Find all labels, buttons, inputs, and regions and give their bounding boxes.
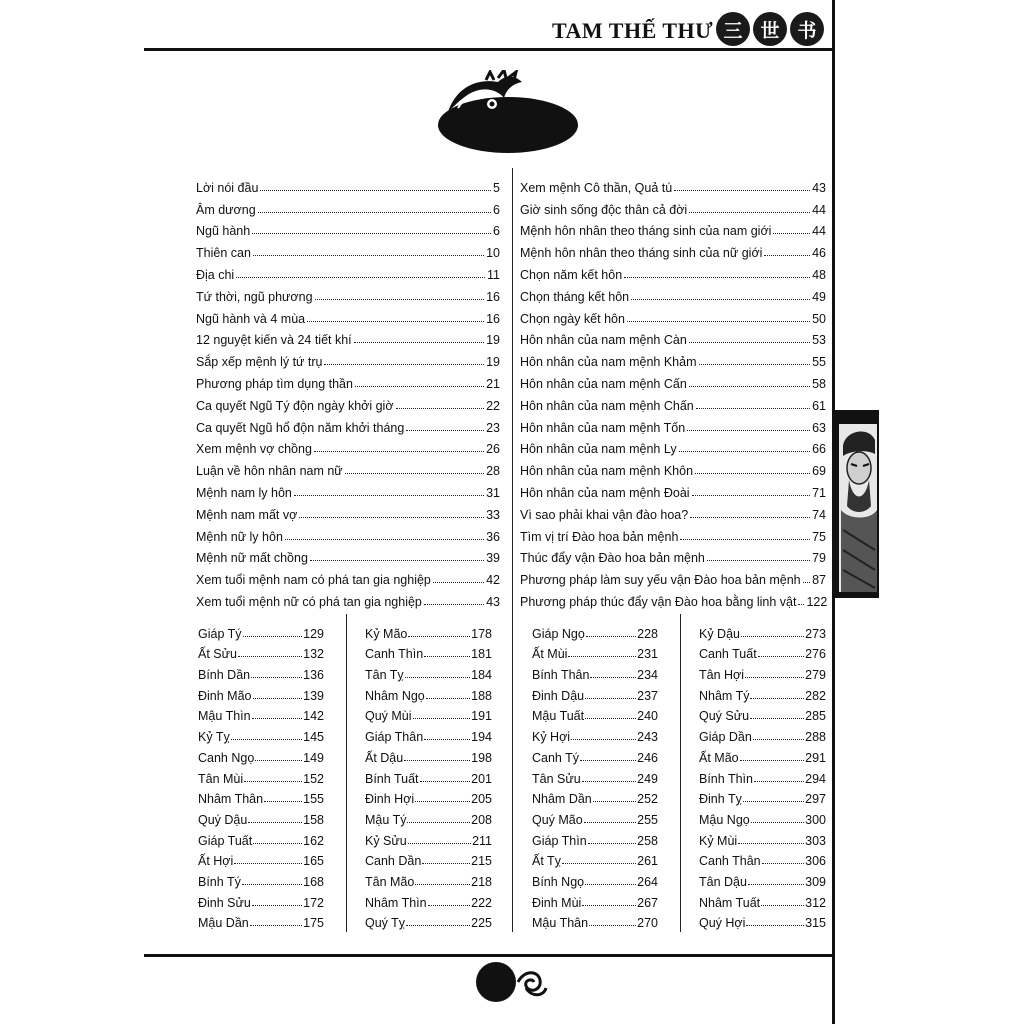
toc-entry[interactable]: Hôn nhân của nam mệnh Tốn 63: [520, 420, 826, 435]
index-column-divider: [512, 614, 513, 932]
index-entry[interactable]: Quý Dậu 158: [198, 812, 324, 827]
index-column-4: [699, 620, 826, 930]
toc-entry[interactable]: Giờ sinh sống độc thân cả đời 44: [520, 202, 826, 217]
index-entry[interactable]: Ất Hợi 165: [198, 854, 324, 869]
seal-character: 世: [753, 12, 787, 46]
index-entry[interactable]: Ất Mùi 231: [532, 647, 658, 662]
index-entry[interactable]: Quý Sửu 285: [699, 709, 826, 724]
toc-entry[interactable]: Tìm vị trí Đào hoa bản mệnh 75: [520, 529, 826, 544]
toc-entry[interactable]: Ngũ hành 6: [196, 224, 500, 239]
index-entry[interactable]: Canh Ngọ 149: [198, 750, 324, 765]
toc-entry[interactable]: Thúc đẩy vận Đào hoa bản mệnh 79: [520, 551, 826, 566]
toc-entry[interactable]: Tứ thời, ngũ phương 16: [196, 289, 500, 304]
toc-right-column: [520, 173, 826, 609]
index-column-1: [198, 620, 324, 930]
index-column-2: [365, 620, 492, 930]
index-entry[interactable]: Canh Tý 246: [532, 750, 658, 765]
side-portrait-tab: [835, 410, 879, 598]
toc-entry[interactable]: Hôn nhân của nam mệnh Khảm 55: [520, 355, 826, 370]
index-entry[interactable]: Bính Ngọ 264: [532, 874, 658, 889]
toc-entry[interactable]: Chọn ngày kết hôn 50: [520, 311, 826, 326]
seal-character: 书: [790, 12, 824, 46]
index-entry[interactable]: Mậu Dần 175: [198, 916, 324, 931]
index-entry[interactable]: Giáp Thìn 258: [532, 833, 658, 848]
index-entry[interactable]: Kỷ Tỵ 145: [198, 730, 324, 745]
index-entry[interactable]: Bính Thân 234: [532, 668, 658, 683]
index-entry[interactable]: Giáp Thân 194: [365, 730, 492, 745]
toc-entry[interactable]: Mệnh nữ ly hôn 36: [196, 529, 500, 544]
index-entry[interactable]: Bính Tuất 201: [365, 771, 492, 786]
decorative-emblem-icon: [436, 70, 582, 156]
toc-entry[interactable]: Luận về hôn nhân nam nữ 28: [196, 464, 500, 479]
index-entry[interactable]: Đinh Mùi 267: [532, 895, 658, 910]
index-entry[interactable]: Canh Thân 306: [699, 854, 826, 869]
toc-entry[interactable]: Thiên can 10: [196, 246, 500, 261]
index-entry[interactable]: Kỷ Sửu 211: [365, 833, 492, 848]
toc-entry[interactable]: Mệnh nam mất vợ 33: [196, 507, 500, 522]
toc-entry[interactable]: Ca quyết Ngũ hổ độn năm khởi tháng 23: [196, 420, 500, 435]
index-entry[interactable]: Tân Sửu 249: [532, 771, 658, 786]
index-column-divider: [680, 614, 681, 932]
index-entry[interactable]: Mậu Ngọ 300: [699, 812, 826, 827]
index-entry[interactable]: Canh Thìn 181: [365, 647, 492, 662]
toc-entry[interactable]: Xem tuổi mệnh nữ có phá tan gia nghiệp 43: [196, 594, 500, 609]
index-entry[interactable]: Canh Dần 215: [365, 854, 492, 869]
index-column-divider: [346, 614, 347, 932]
index-entry[interactable]: Mậu Tuất 240: [532, 709, 658, 724]
index-entry[interactable]: Quý Mùi 191: [365, 709, 492, 724]
toc-entry[interactable]: Hôn nhân của nam mệnh Khôn 69: [520, 464, 826, 479]
index-entry[interactable]: Bính Thìn 294: [699, 771, 826, 786]
title-seals: [716, 12, 824, 46]
toc-entry[interactable]: Lời nói đầu 5: [196, 180, 500, 195]
toc-entry[interactable]: Sắp xếp mệnh lý tứ trụ 19: [196, 355, 500, 370]
toc-entry[interactable]: Mệnh hôn nhân theo tháng sinh của nam giới 44: [520, 224, 826, 239]
index-entry[interactable]: Tân Mão 218: [365, 874, 492, 889]
index-entry[interactable]: Kỷ Mùi 303: [699, 833, 826, 848]
index-entry[interactable]: Nhâm Ngọ 188: [365, 688, 492, 703]
index-entry[interactable]: Bính Tý 168: [198, 874, 324, 889]
index-entry[interactable]: Nhâm Thìn 222: [365, 895, 492, 910]
index-entry[interactable]: Kỷ Dậu 273: [699, 626, 826, 641]
index-entry[interactable]: Kỷ Mão 178: [365, 626, 492, 641]
index-entry[interactable]: Đinh Sửu 172: [198, 895, 324, 910]
toc-entry[interactable]: Địa chi 11: [196, 267, 500, 282]
index-entry[interactable]: Ất Sửu 132: [198, 647, 324, 662]
toc-entry[interactable]: Hôn nhân của nam mệnh Ly 66: [520, 442, 826, 457]
index-entry[interactable]: Quý Hợi 315: [699, 916, 826, 931]
index-entry[interactable]: Nhâm Tuất 312: [699, 895, 826, 910]
index-entry[interactable]: Nhâm Dần 252: [532, 792, 658, 807]
toc-left-column: [196, 173, 500, 609]
toc-entry[interactable]: Ngũ hành và 4 mùa 16: [196, 311, 500, 326]
toc-entry[interactable]: Xem tuổi mệnh nam có phá tan gia nghiệp 42: [196, 573, 500, 588]
toc-column-divider: [512, 168, 513, 622]
index-entry[interactable]: Canh Tuất 276: [699, 647, 826, 662]
toc-entry[interactable]: Xem mệnh vợ chồng 26: [196, 442, 500, 457]
index-entry[interactable]: Giáp Dần 288: [699, 730, 826, 745]
index-entry[interactable]: Nhâm Tý 282: [699, 688, 826, 703]
index-entry[interactable]: Mậu Tý 208: [365, 812, 492, 827]
toc-entry[interactable]: Hôn nhân của nam mệnh Chấn 61: [520, 398, 826, 413]
index-entry[interactable]: Kỷ Hợi 243: [532, 730, 658, 745]
index-entry[interactable]: Đinh Hợi 205: [365, 792, 492, 807]
index-entry[interactable]: Quý Tỵ 225: [365, 916, 492, 931]
toc-entry[interactable]: Hôn nhân của nam mệnh Càn 53: [520, 333, 826, 348]
index-entry[interactable]: Tân Tỵ 184: [365, 668, 492, 683]
header-rule: [144, 48, 832, 51]
toc-entry[interactable]: Phương pháp tìm dụng thần 21: [196, 376, 500, 391]
index-entry[interactable]: Đinh Tỵ 297: [699, 792, 826, 807]
index-entry[interactable]: Bính Dần 136: [198, 668, 324, 683]
seal-character: 三: [716, 12, 750, 46]
book-title: TAM THẾ THƯ: [552, 18, 714, 43]
index-entry[interactable]: Đinh Dậu 237: [532, 688, 658, 703]
toc-entry[interactable]: Xem mệnh Cô thần, Quả tú 43: [520, 180, 826, 195]
index-entry[interactable]: Tân Dậu 309: [699, 874, 826, 889]
index-column-3: [532, 620, 658, 930]
toc-entry[interactable]: Vì sao phải khai vận đào hoa? 74: [520, 507, 826, 522]
index-entry[interactable]: Ất Dậu 198: [365, 750, 492, 765]
index-entry[interactable]: Giáp Ngọ 228: [532, 626, 658, 641]
index-entry[interactable]: Giáp Tý 129: [198, 626, 324, 641]
toc-entry[interactable]: Hôn nhân của nam mệnh Đoài 71: [520, 485, 826, 500]
index-entry[interactable]: Nhâm Thân 155: [198, 792, 324, 807]
toc-entry[interactable]: Mệnh nam ly hôn 31: [196, 485, 500, 500]
toc-entry[interactable]: Ca quyết Ngũ Tý độn ngày khởi giờ 22: [196, 398, 500, 413]
toc-entry[interactable]: 12 nguyệt kiến và 24 tiết khí 19: [196, 333, 500, 348]
footer-ornament-icon: [474, 960, 550, 1004]
index-entry[interactable]: Ất Mão 291: [699, 750, 826, 765]
index-entry[interactable]: Tân Mùi 152: [198, 771, 324, 786]
index-entry[interactable]: Quý Mão 255: [532, 812, 658, 827]
footer-rule: [144, 954, 832, 957]
toc-entry[interactable]: Phương pháp thúc đẩy vận Đào hoa bằng linh vật 122: [520, 594, 828, 609]
toc-entry[interactable]: Phương pháp làm suy yếu vận Đào hoa bản mệnh 87: [520, 573, 826, 588]
index-entry[interactable]: Tân Hợi 279: [699, 668, 826, 683]
index-entry[interactable]: Mậu Thìn 142: [198, 709, 324, 724]
index-entry[interactable]: Ất Tỵ 261: [532, 854, 658, 869]
index-entry[interactable]: Giáp Tuất 162: [198, 833, 324, 848]
toc-entry[interactable]: Chọn tháng kết hôn 49: [520, 289, 826, 304]
toc-entry[interactable]: Chọn năm kết hôn 48: [520, 267, 826, 282]
toc-entry[interactable]: Mệnh hôn nhân theo tháng sinh của nữ giới 46: [520, 246, 826, 261]
toc-entry[interactable]: Âm dương 6: [196, 202, 500, 217]
index-entry[interactable]: Mậu Thân 270: [532, 916, 658, 931]
toc-entry[interactable]: Mệnh nữ mất chồng 39: [196, 551, 500, 566]
toc-entry[interactable]: Hôn nhân của nam mệnh Cấn 58: [520, 376, 826, 391]
index-entry[interactable]: Đinh Mão 139: [198, 688, 324, 703]
